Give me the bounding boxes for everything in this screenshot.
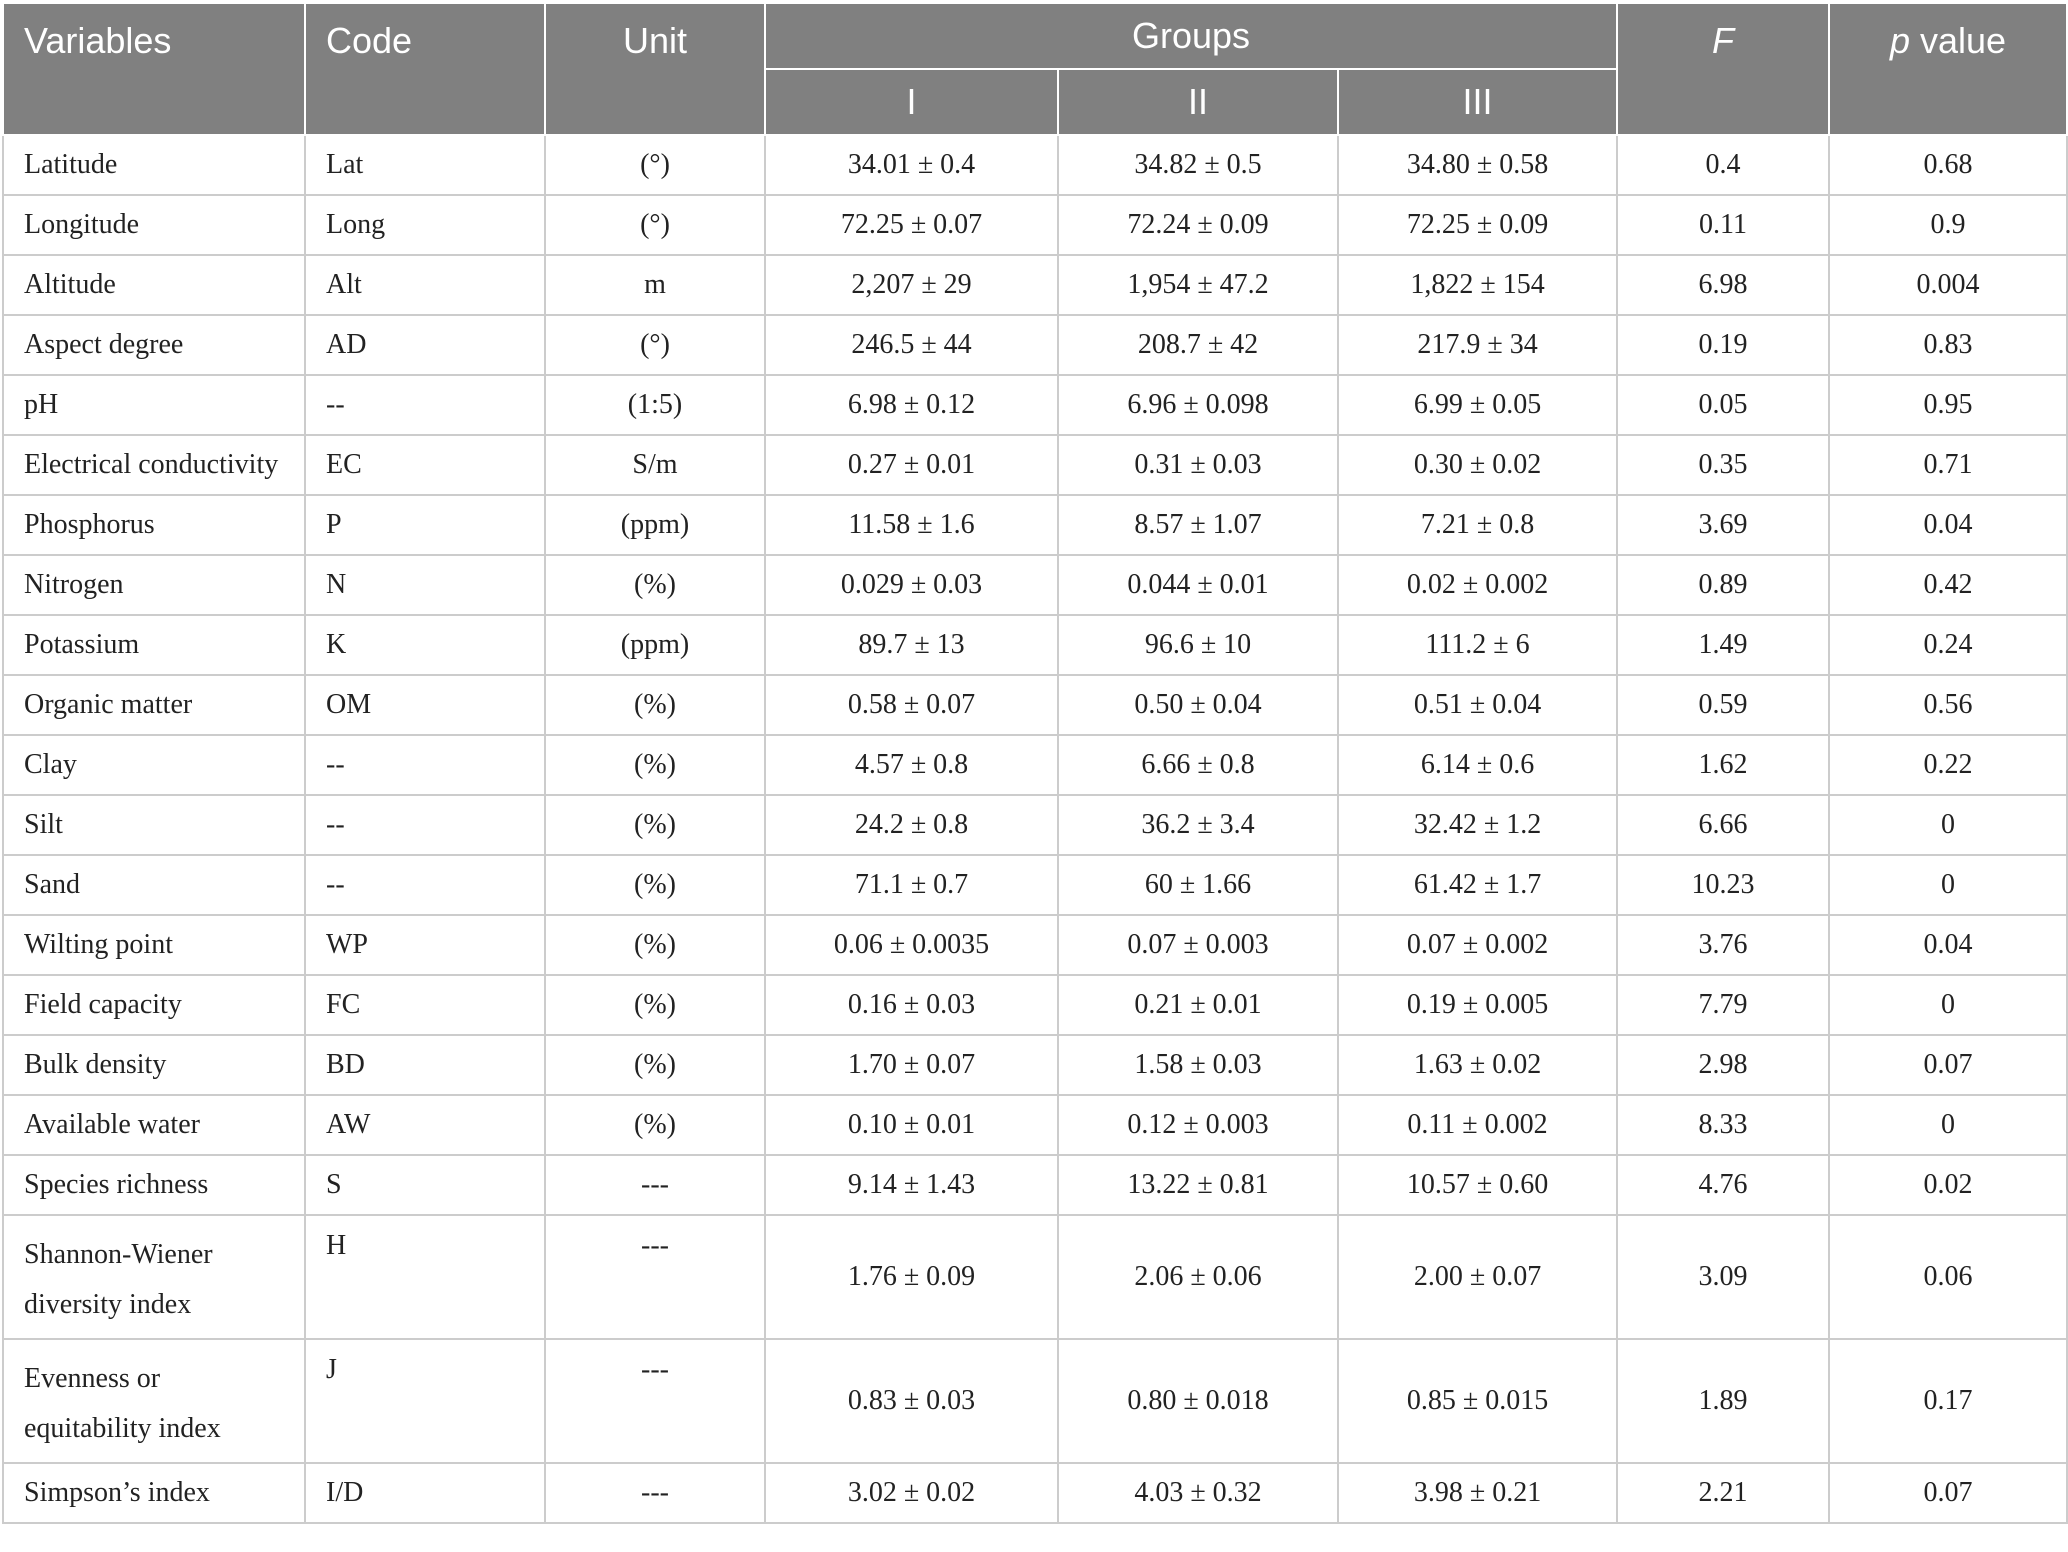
cell-group-iii: 3.98 ± 0.21 <box>1338 1463 1617 1523</box>
cell-code: K <box>305 615 545 675</box>
cell-group-i: 4.57 ± 0.8 <box>765 735 1058 795</box>
cell-unit: (%) <box>545 675 765 735</box>
cell-group-ii: 1,954 ± 47.2 <box>1058 255 1338 315</box>
cell-group-i: 9.14 ± 1.43 <box>765 1155 1058 1215</box>
cell-p-value: 0.06 <box>1829 1215 2067 1339</box>
cell-p-value: 0 <box>1829 855 2067 915</box>
cell-code: -- <box>305 795 545 855</box>
cell-code: P <box>305 495 545 555</box>
cell-unit: --- <box>545 1155 765 1215</box>
cell-variable: Organic matter <box>3 675 305 735</box>
cell-group-iii: 34.80 ± 0.58 <box>1338 135 1617 195</box>
cell-group-iii: 0.11 ± 0.002 <box>1338 1095 1617 1155</box>
cell-p-value: 0.004 <box>1829 255 2067 315</box>
cell-group-iii: 0.07 ± 0.002 <box>1338 915 1617 975</box>
cell-p-value: 0.95 <box>1829 375 2067 435</box>
cell-group-ii: 0.31 ± 0.03 <box>1058 435 1338 495</box>
cell-p-value: 0.04 <box>1829 495 2067 555</box>
cell-group-i: 1.76 ± 0.09 <box>765 1215 1058 1339</box>
cell-unit: (%) <box>545 915 765 975</box>
cell-variable: Potassium <box>3 615 305 675</box>
cell-code: H <box>305 1215 545 1339</box>
cell-code: -- <box>305 735 545 795</box>
cell-group-ii: 34.82 ± 0.5 <box>1058 135 1338 195</box>
cell-group-iii: 0.19 ± 0.005 <box>1338 975 1617 1035</box>
cell-variable-line1: Shannon-Wiener <box>24 1239 213 1270</box>
header-unit: Unit <box>545 3 765 135</box>
cell-group-ii: 60 ± 1.66 <box>1058 855 1338 915</box>
cell-code: EC <box>305 435 545 495</box>
cell-p-value: 0.02 <box>1829 1155 2067 1215</box>
table-row <box>3 195 2067 255</box>
cell-group-i: 0.27 ± 0.01 <box>765 435 1058 495</box>
cell-group-iii: 10.57 ± 0.60 <box>1338 1155 1617 1215</box>
cell-variable-line1: Evenness or <box>24 1363 161 1394</box>
cell-code: WP <box>305 915 545 975</box>
cell-p-value: 0.24 <box>1829 615 2067 675</box>
cell-code: S <box>305 1155 545 1215</box>
cell-group-ii: 0.07 ± 0.003 <box>1058 915 1338 975</box>
cell-group-i: 2,207 ± 29 <box>765 255 1058 315</box>
cell-group-iii: 1,822 ± 154 <box>1338 255 1617 315</box>
cell-f: 4.76 <box>1617 1155 1829 1215</box>
cell-unit: (ppm) <box>545 495 765 555</box>
cell-variable: Latitude <box>3 135 305 195</box>
cell-unit: (1:5) <box>545 375 765 435</box>
cell-variable: Bulk density <box>3 1035 305 1095</box>
cell-variable: Silt <box>3 795 305 855</box>
cell-unit: m <box>545 255 765 315</box>
cell-group-ii: 36.2 ± 3.4 <box>1058 795 1338 855</box>
header-group-iii: III <box>1338 69 1617 135</box>
cell-code: -- <box>305 855 545 915</box>
table-row <box>3 555 2067 615</box>
cell-group-i: 0.029 ± 0.03 <box>765 555 1058 615</box>
cell-unit: (%) <box>545 855 765 915</box>
cell-f: 0.4 <box>1617 135 1829 195</box>
cell-f: 0.19 <box>1617 315 1829 375</box>
cell-code: I/D <box>305 1463 545 1523</box>
cell-f: 7.79 <box>1617 975 1829 1035</box>
cell-f: 0.11 <box>1617 195 1829 255</box>
cell-code: FC <box>305 975 545 1035</box>
cell-group-i: 34.01 ± 0.4 <box>765 135 1058 195</box>
cell-variable <box>3 1215 305 1339</box>
cell-f: 3.76 <box>1617 915 1829 975</box>
cell-group-i: 0.06 ± 0.0035 <box>765 915 1058 975</box>
cell-f: 3.09 <box>1617 1215 1829 1339</box>
header-f <box>1617 3 1829 135</box>
cell-group-i: 24.2 ± 0.8 <box>765 795 1058 855</box>
cell-unit: (%) <box>545 795 765 855</box>
cell-variable: Electrical conductivity <box>3 435 305 495</box>
table-row <box>3 495 2067 555</box>
cell-code: Long <box>305 195 545 255</box>
cell-p-value: 0.04 <box>1829 915 2067 975</box>
table-row <box>3 375 2067 435</box>
cell-f: 3.69 <box>1617 495 1829 555</box>
cell-unit: S/m <box>545 435 765 495</box>
cell-group-ii: 0.044 ± 0.01 <box>1058 555 1338 615</box>
cell-variable-line2: equitability index <box>24 1413 221 1444</box>
results-table <box>2 2 2068 1524</box>
cell-f: 0.59 <box>1617 675 1829 735</box>
table-row <box>3 1095 2067 1155</box>
header-p-italic: p <box>1889 20 1910 61</box>
cell-f: 1.89 <box>1617 1339 1829 1463</box>
cell-group-ii: 208.7 ± 42 <box>1058 315 1338 375</box>
header-group-i: I <box>765 69 1058 135</box>
cell-group-i: 0.58 ± 0.07 <box>765 675 1058 735</box>
cell-variable: Clay <box>3 735 305 795</box>
cell-unit: (°) <box>545 315 765 375</box>
cell-group-i: 0.83 ± 0.03 <box>765 1339 1058 1463</box>
cell-f: 10.23 <box>1617 855 1829 915</box>
cell-group-ii: 72.24 ± 0.09 <box>1058 195 1338 255</box>
cell-variable: Sand <box>3 855 305 915</box>
cell-p-value: 0.68 <box>1829 135 2067 195</box>
cell-group-iii: 72.25 ± 0.09 <box>1338 195 1617 255</box>
cell-f: 0.89 <box>1617 555 1829 615</box>
table-row <box>3 1155 2067 1215</box>
cell-group-iii: 0.85 ± 0.015 <box>1338 1339 1617 1463</box>
cell-code: -- <box>305 375 545 435</box>
cell-group-iii: 7.21 ± 0.8 <box>1338 495 1617 555</box>
cell-variable <box>3 1339 305 1463</box>
cell-f: 0.05 <box>1617 375 1829 435</box>
cell-variable: Altitude <box>3 255 305 315</box>
cell-variable: Field capacity <box>3 975 305 1035</box>
cell-group-ii: 4.03 ± 0.32 <box>1058 1463 1338 1523</box>
cell-variable: Simpson’s index <box>3 1463 305 1523</box>
cell-code: J <box>305 1339 545 1463</box>
cell-f: 2.98 <box>1617 1035 1829 1095</box>
cell-unit: --- <box>545 1339 765 1463</box>
cell-p-value: 0 <box>1829 795 2067 855</box>
cell-variable: Phosphorus <box>3 495 305 555</box>
header-code: Code <box>305 3 545 135</box>
cell-group-ii: 0.80 ± 0.018 <box>1058 1339 1338 1463</box>
cell-group-iii: 0.51 ± 0.04 <box>1338 675 1617 735</box>
header-group-ii: II <box>1058 69 1338 135</box>
cell-group-ii: 1.58 ± 0.03 <box>1058 1035 1338 1095</box>
table-row <box>3 1339 2067 1463</box>
cell-p-value: 0.07 <box>1829 1035 2067 1095</box>
cell-group-ii: 6.66 ± 0.8 <box>1058 735 1338 795</box>
cell-code: Lat <box>305 135 545 195</box>
cell-unit: --- <box>545 1463 765 1523</box>
cell-group-i: 11.58 ± 1.6 <box>765 495 1058 555</box>
header-p-value <box>1829 3 2067 135</box>
cell-group-i: 3.02 ± 0.02 <box>765 1463 1058 1523</box>
cell-p-value: 0.17 <box>1829 1339 2067 1463</box>
cell-group-ii: 0.12 ± 0.003 <box>1058 1095 1338 1155</box>
table-row <box>3 1035 2067 1095</box>
header-variables: Variables <box>3 3 305 135</box>
cell-group-iii: 2.00 ± 0.07 <box>1338 1215 1617 1339</box>
cell-p-value: 0 <box>1829 1095 2067 1155</box>
table-row <box>3 975 2067 1035</box>
cell-p-value: 0.22 <box>1829 735 2067 795</box>
cell-unit: (%) <box>545 735 765 795</box>
cell-f: 0.35 <box>1617 435 1829 495</box>
cell-p-value: 0.56 <box>1829 675 2067 735</box>
table-row <box>3 915 2067 975</box>
cell-group-i: 71.1 ± 0.7 <box>765 855 1058 915</box>
table-row <box>3 255 2067 315</box>
cell-code: OM <box>305 675 545 735</box>
cell-group-ii: 96.6 ± 10 <box>1058 615 1338 675</box>
cell-f: 2.21 <box>1617 1463 1829 1523</box>
cell-variable: Aspect degree <box>3 315 305 375</box>
cell-group-iii: 1.63 ± 0.02 <box>1338 1035 1617 1095</box>
cell-f: 8.33 <box>1617 1095 1829 1155</box>
table-row <box>3 615 2067 675</box>
cell-group-i: 6.98 ± 0.12 <box>765 375 1058 435</box>
cell-group-i: 0.10 ± 0.01 <box>765 1095 1058 1155</box>
cell-group-iii: 0.30 ± 0.02 <box>1338 435 1617 495</box>
cell-variable: Available water <box>3 1095 305 1155</box>
cell-unit: (°) <box>545 195 765 255</box>
table-row <box>3 135 2067 195</box>
cell-unit: (°) <box>545 135 765 195</box>
table-row <box>3 1215 2067 1339</box>
cell-p-value: 0 <box>1829 975 2067 1035</box>
cell-f: 1.49 <box>1617 615 1829 675</box>
cell-unit: (%) <box>545 555 765 615</box>
cell-code: N <box>305 555 545 615</box>
cell-group-iii: 6.99 ± 0.05 <box>1338 375 1617 435</box>
cell-group-ii: 2.06 ± 0.06 <box>1058 1215 1338 1339</box>
cell-f: 1.62 <box>1617 735 1829 795</box>
table-row <box>3 675 2067 735</box>
header-p-rest: value <box>1910 20 2007 61</box>
cell-variable: pH <box>3 375 305 435</box>
cell-p-value: 0.42 <box>1829 555 2067 615</box>
table-row <box>3 315 2067 375</box>
header-groups: Groups <box>765 3 1617 69</box>
table-row <box>3 735 2067 795</box>
cell-group-i: 72.25 ± 0.07 <box>765 195 1058 255</box>
cell-unit: (%) <box>545 975 765 1035</box>
cell-group-iii: 32.42 ± 1.2 <box>1338 795 1617 855</box>
cell-variable: Wilting point <box>3 915 305 975</box>
cell-group-iii: 0.02 ± 0.002 <box>1338 555 1617 615</box>
table-row <box>3 855 2067 915</box>
cell-group-i: 1.70 ± 0.07 <box>765 1035 1058 1095</box>
cell-variable: Longitude <box>3 195 305 255</box>
cell-code: AW <box>305 1095 545 1155</box>
cell-variable: Species richness <box>3 1155 305 1215</box>
header-f-label: F <box>1712 20 1735 61</box>
cell-p-value: 0.07 <box>1829 1463 2067 1523</box>
cell-code: AD <box>305 315 545 375</box>
cell-group-iii: 217.9 ± 34 <box>1338 315 1617 375</box>
cell-group-ii: 13.22 ± 0.81 <box>1058 1155 1338 1215</box>
cell-p-value: 0.83 <box>1829 315 2067 375</box>
cell-group-iii: 61.42 ± 1.7 <box>1338 855 1617 915</box>
cell-variable-line2: diversity index <box>24 1289 192 1320</box>
cell-p-value: 0.71 <box>1829 435 2067 495</box>
cell-p-value: 0.9 <box>1829 195 2067 255</box>
cell-code: BD <box>305 1035 545 1095</box>
cell-group-i: 0.16 ± 0.03 <box>765 975 1058 1035</box>
cell-f: 6.98 <box>1617 255 1829 315</box>
cell-f: 6.66 <box>1617 795 1829 855</box>
cell-group-ii: 0.50 ± 0.04 <box>1058 675 1338 735</box>
cell-unit: --- <box>545 1215 765 1339</box>
table-row <box>3 435 2067 495</box>
cell-group-iii: 111.2 ± 6 <box>1338 615 1617 675</box>
cell-code: Alt <box>305 255 545 315</box>
cell-variable: Nitrogen <box>3 555 305 615</box>
cell-group-i: 89.7 ± 13 <box>765 615 1058 675</box>
cell-group-i: 246.5 ± 44 <box>765 315 1058 375</box>
table-header <box>3 3 2067 135</box>
cell-group-ii: 6.96 ± 0.098 <box>1058 375 1338 435</box>
cell-unit: (ppm) <box>545 615 765 675</box>
table-row <box>3 1463 2067 1523</box>
cell-unit: (%) <box>545 1095 765 1155</box>
cell-unit: (%) <box>545 1035 765 1095</box>
table-body <box>3 135 2067 1523</box>
cell-group-iii: 6.14 ± 0.6 <box>1338 735 1617 795</box>
cell-group-ii: 0.21 ± 0.01 <box>1058 975 1338 1035</box>
cell-group-ii: 8.57 ± 1.07 <box>1058 495 1338 555</box>
table-row <box>3 795 2067 855</box>
